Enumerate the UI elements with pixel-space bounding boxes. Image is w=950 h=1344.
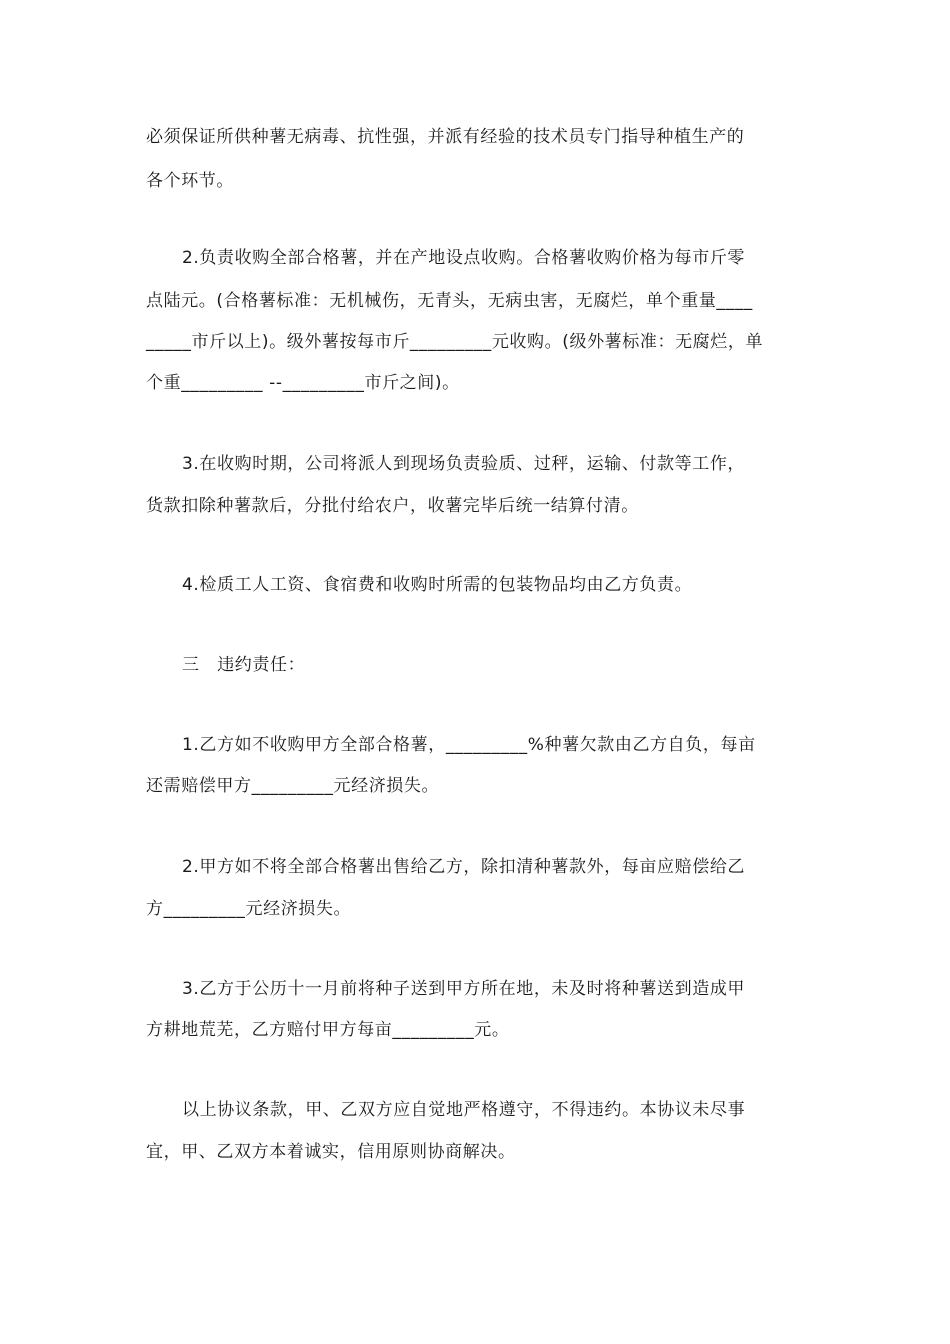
text-line: 方_________元经济损失。 [146,899,352,919]
text-line: 2.甲方如不将全部合格薯出售给乙方，除扣清种薯款外，每亩应赔偿给乙 [182,857,746,877]
text-line: 货款扣除种薯款后，分批付给农户，收薯完毕后统一结算付清。 [146,496,639,516]
text-line: 宜，甲、乙双方本着诚实，信用原则协商解决。 [146,1142,516,1162]
text-line: 必须保证所供种薯无病毒、抗性强，并派有经验的技术员专门指导种植生产的 [146,127,745,147]
text-line: 方耕地荒芜，乙方赔付甲方每亩_________元。 [146,1020,510,1040]
text-line: 3.在收购时期，公司将派人到现场负责验质、过秤，运输、付款等工作， [182,454,746,474]
text-line: 点陆元。(合格薯标准：无机械伤，无青头，无病虫害，无腐烂，单个重量____ [146,291,753,311]
text-line: 还需赔偿甲方_________元经济损失。 [146,776,440,796]
text-line: _____市斤以上)。级外薯按每市斤_________元收购。(级外薯标准：无腐烂，单 [146,332,764,352]
text-line: 3.乙方于公历十一月前将种子送到甲方所在地，未及时将种薯送到造成甲 [182,979,746,999]
text-line: 4.检质工人工资、食宿费和收购时所需的包装物品均由乙方负责。 [182,575,693,595]
text-line: 1.乙方如不收购甲方全部合格薯，_________%种薯欠款由乙方自负，每亩 [182,735,756,755]
section-heading: 三 违约责任： [182,655,306,675]
text-line: 各个环节。 [146,171,234,191]
text-line: 以上协议条款，甲、乙双方应自觉地严格遵守，不得违约。本协议未尽事 [182,1100,746,1120]
text-line: 个重_________ --_________市斤之间)。 [146,373,460,393]
text-line: 2.负责收购全部合格薯，并在产地设点收购。合格薯收购价格为每市斤零 [182,248,746,268]
